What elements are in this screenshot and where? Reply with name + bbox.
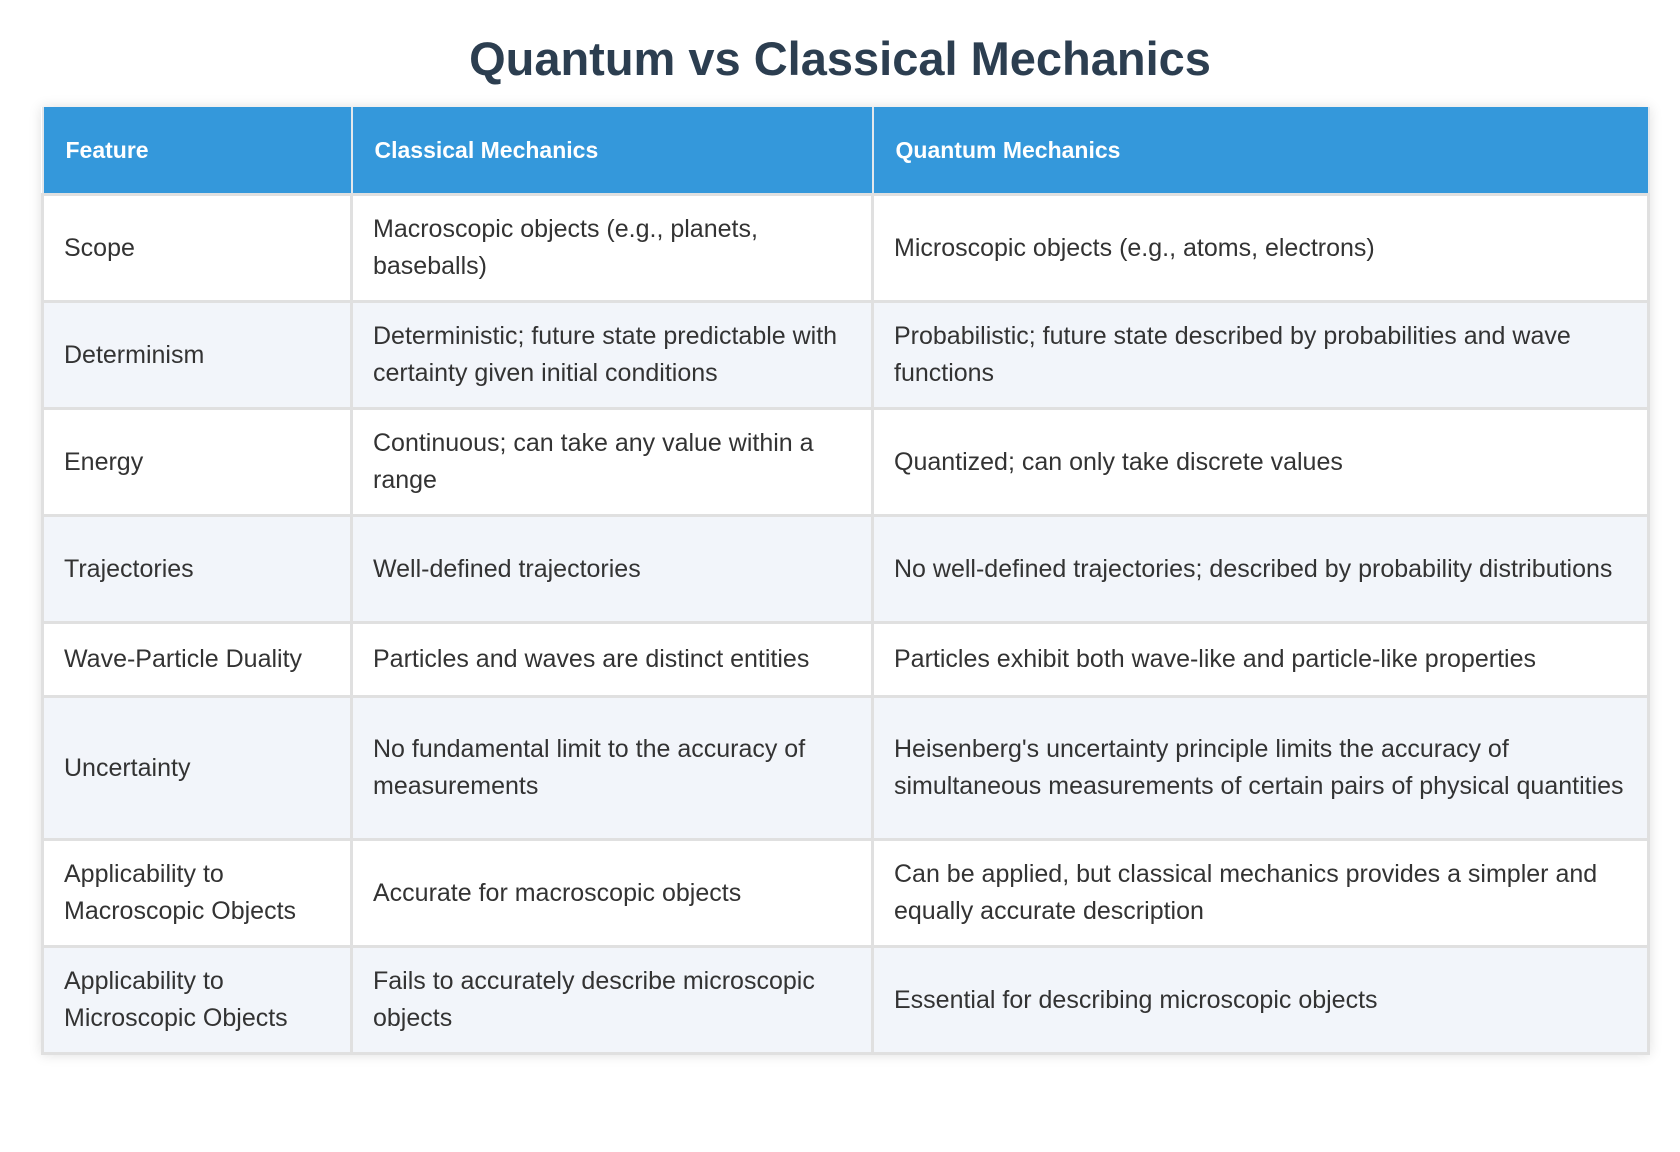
feature-cell: Determinism xyxy=(43,302,352,409)
header-row xyxy=(43,107,1649,195)
column-header-feature: Feature xyxy=(43,107,352,195)
classical-cell: Particles and waves are distinct entities xyxy=(352,623,873,697)
classical-cell: Accurate for macroscopic objects xyxy=(352,840,873,947)
quantum-cell: Microscopic objects (e.g., atoms, electrons) xyxy=(873,195,1649,302)
feature-cell: Energy xyxy=(43,409,352,516)
feature-cell: Wave-Particle Duality xyxy=(43,623,352,697)
classical-cell: Macroscopic objects (e.g., planets, baseballs) xyxy=(352,195,873,302)
quantum-cell: Particles exhibit both wave-like and particle-like properties xyxy=(873,623,1649,697)
classical-cell: Fails to accurately describe microscopic objects xyxy=(352,947,873,1054)
quantum-cell: Quantized; can only take discrete values xyxy=(873,409,1649,516)
comparison-table xyxy=(41,107,1650,1055)
feature-cell: Uncertainty xyxy=(43,697,352,840)
column-header-classical: Classical Mechanics xyxy=(352,107,873,195)
column-header-quantum: Quantum Mechanics xyxy=(873,107,1649,195)
table-row xyxy=(43,697,1649,840)
classical-cell: No fundamental limit to the accuracy of measurements xyxy=(352,697,873,840)
table-row xyxy=(43,516,1649,623)
quantum-cell: Can be applied, but classical mechanics provides a simpler and equally accurate description xyxy=(873,840,1649,947)
table-row xyxy=(43,947,1649,1054)
table-row xyxy=(43,840,1649,947)
feature-cell: Trajectories xyxy=(43,516,352,623)
table-row xyxy=(43,302,1649,409)
table-row xyxy=(43,409,1649,516)
quantum-cell: Probabilistic; future state described by probabilities and wave functions xyxy=(873,302,1649,409)
table-body xyxy=(43,195,1649,1054)
table-header xyxy=(43,107,1649,195)
table-row xyxy=(43,195,1649,302)
quantum-cell: No well-defined trajectories; described by probability distributions xyxy=(873,516,1649,623)
quantum-cell: Heisenberg's uncertainty principle limits the accuracy of simultaneous measurements of certain pairs of physical quantities xyxy=(873,697,1649,840)
classical-cell: Well-defined trajectories xyxy=(352,516,873,623)
feature-cell: Scope xyxy=(43,195,352,302)
classical-cell: Continuous; can take any value within a range xyxy=(352,409,873,516)
page-title: Quantum vs Classical Mechanics xyxy=(469,32,1211,85)
quantum-cell: Essential for describing microscopic objects xyxy=(873,947,1649,1054)
feature-cell: Applicability to Macroscopic Objects xyxy=(43,840,352,947)
feature-cell: Applicability to Microscopic Objects xyxy=(43,947,352,1054)
table-row xyxy=(43,623,1649,697)
classical-cell: Deterministic; future state predictable with certainty given initial conditions xyxy=(352,302,873,409)
